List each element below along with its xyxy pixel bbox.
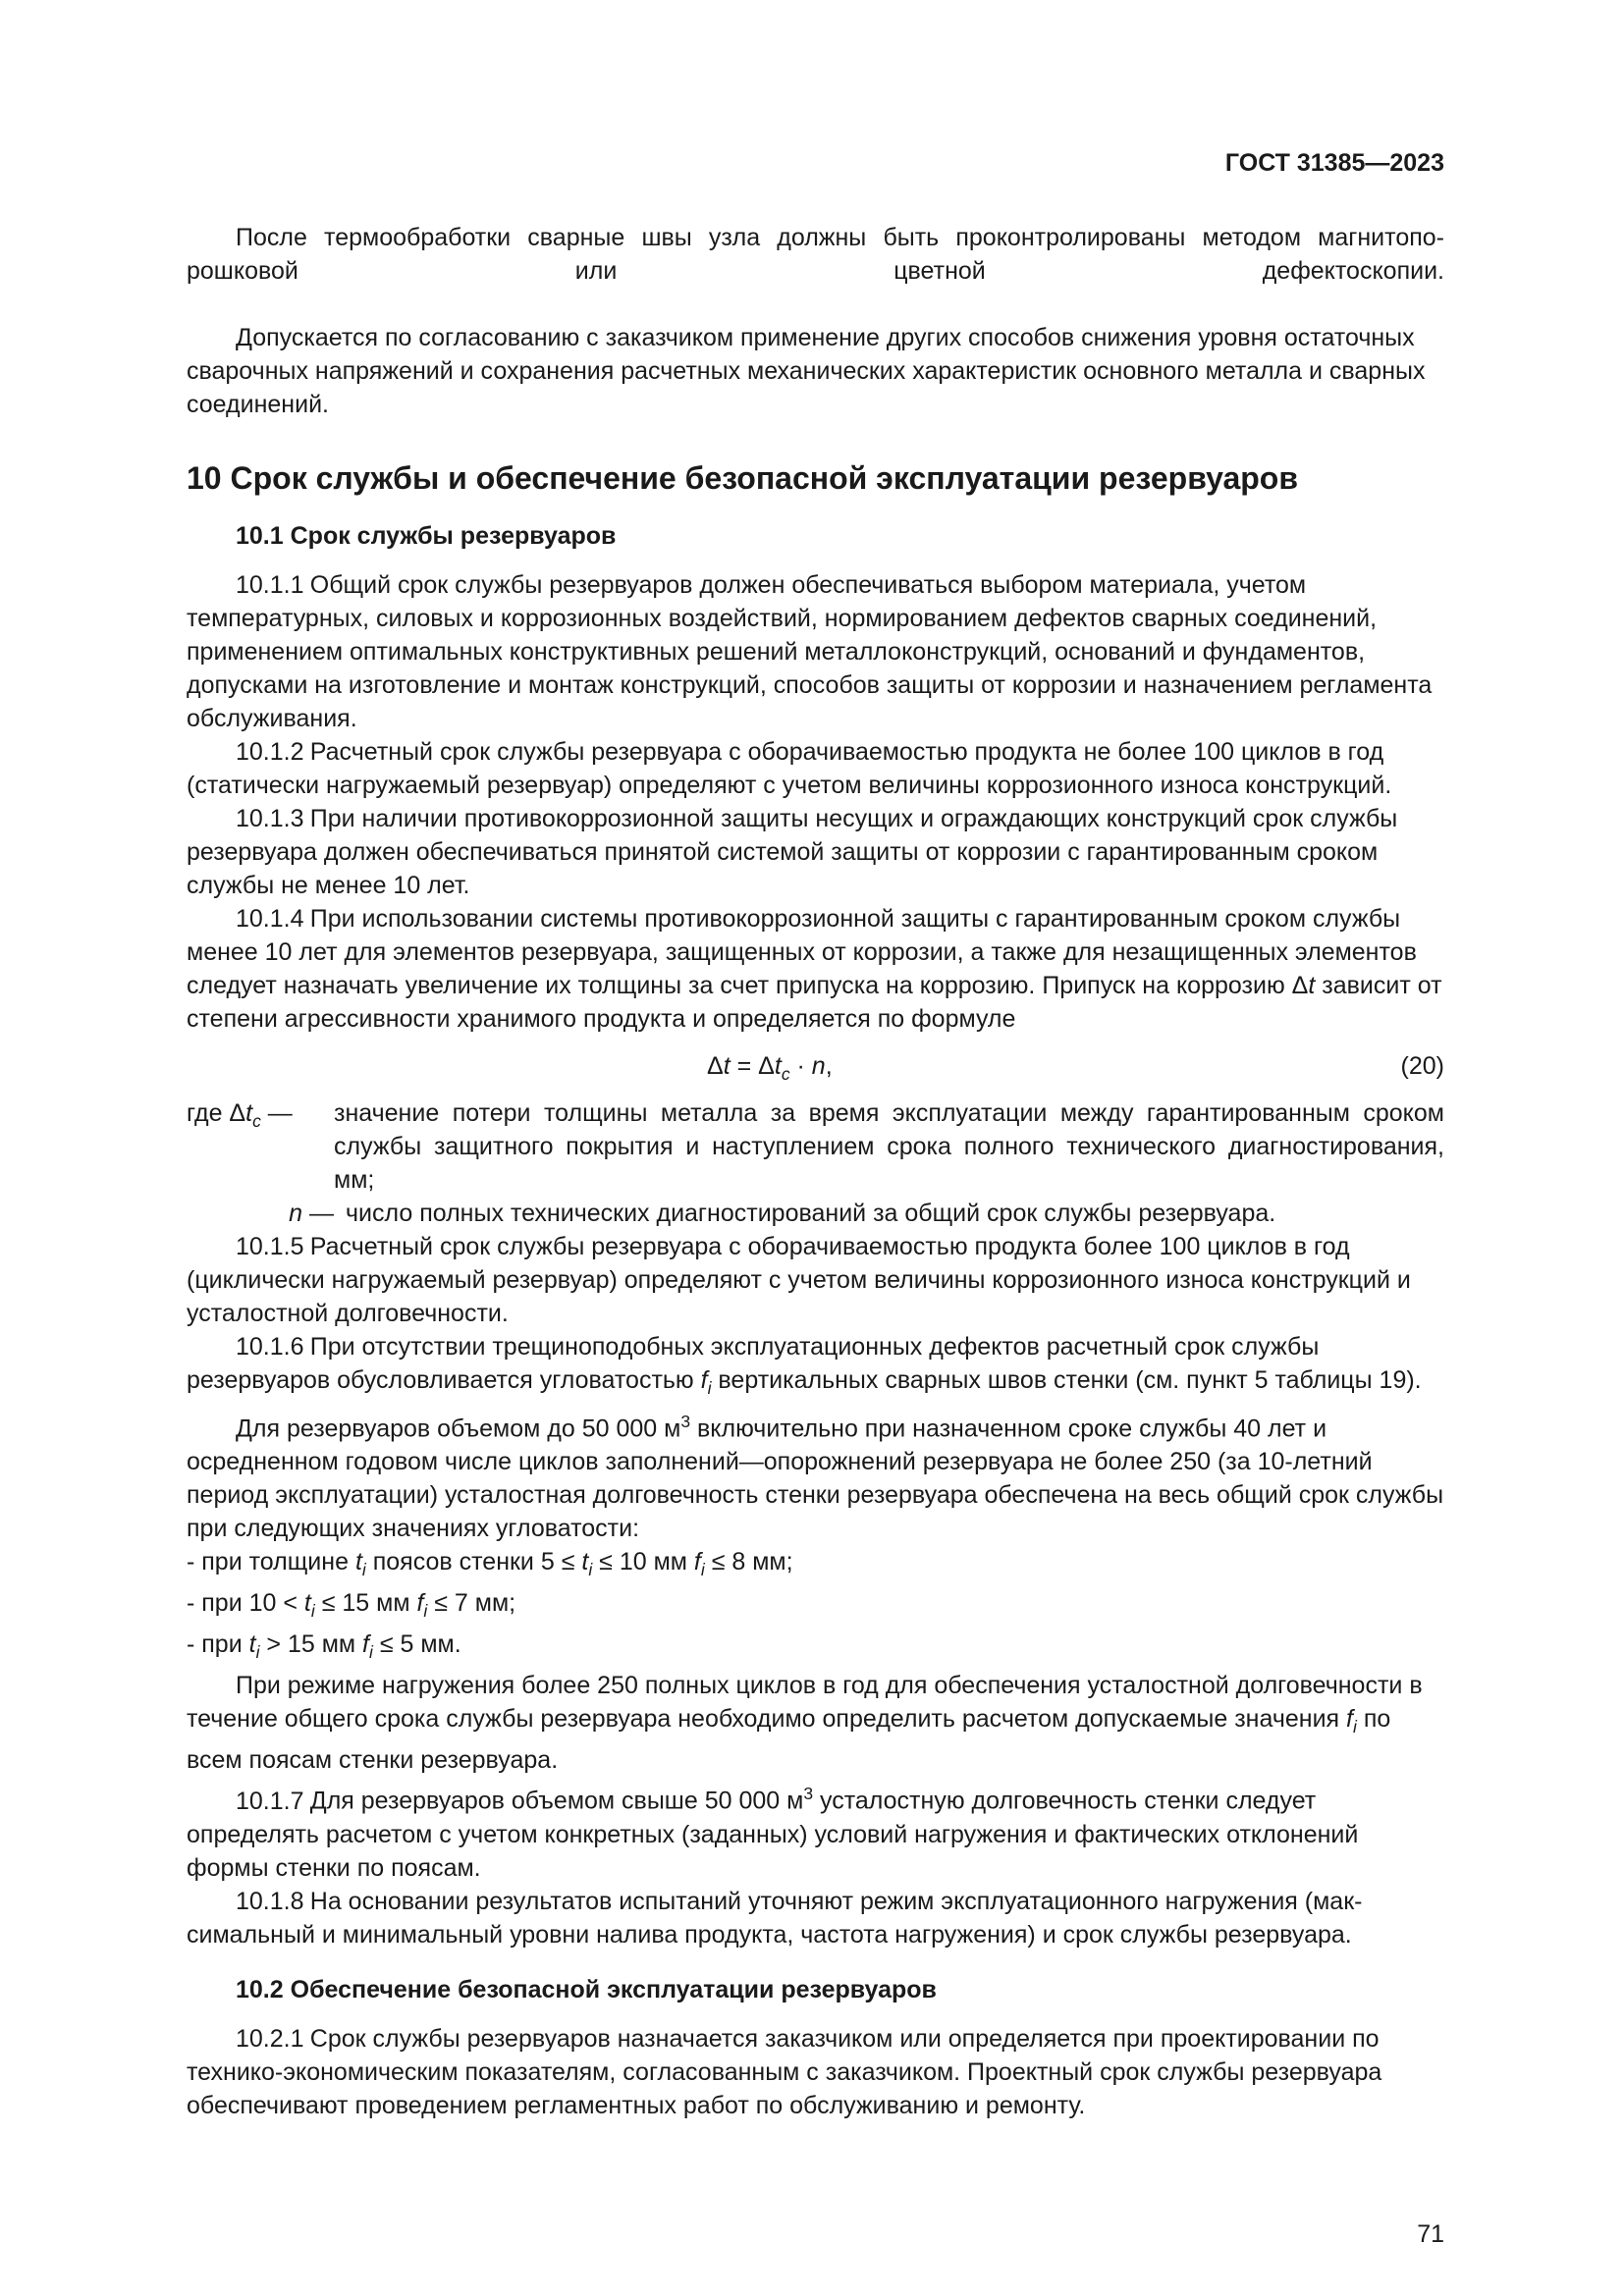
item-text: - при толщине [187, 1548, 355, 1576]
paragraph-text: При режиме нагружения более 250 полных циклов в год для обеспечения усталостной долговечности в течение общего срока службы резервуара необходимо определить расчетом допускаемые значения [187, 1672, 1423, 1734]
clause-10-1-4 [187, 902, 1444, 1036]
formula-number: (20) [1400, 1052, 1444, 1080]
item-text: ≤ 5 мм. [372, 1630, 461, 1659]
variable-f: f [700, 1366, 708, 1394]
clause-text: Общий срок службы резервуаров должен обеспечиваться выбором материала, учетом температурных, силовых и коррозионных воздействий, нормированием дефектов сварных соединений, применением оптимальных конструктивных решений металлоконструкций, оснований и фундаментов, допусками на изготовление и монтаж конструкций, способов защиты от коррозии и назначением регламента обслуживания. [187, 571, 1433, 732]
equals-delta: = Δ [730, 1052, 775, 1080]
document-code: ГОСТ 31385—2023 [1224, 149, 1444, 177]
clause-text: зависит от степени агрессивности хранимого продукта и определяется по формуле [187, 972, 1442, 1033]
clause-text: Расчетный срок службы резервуара с оборачиваемостью продукта не более 100 циклов в год (статически нагружаемый резервуар) определяют с учетом величины коррозионного износа конструкций. [187, 738, 1392, 799]
clause-text: При использовании системы противокоррозионной защиты с гарантированным сроком службы менее 10 лет для элементов резервуара, защищенных от коррозии, а также для незащищенных элементов следует назначать увеличение их толщины за счет припуска на коррозию. Припуск на коррозию Δ [187, 905, 1417, 999]
formula-20 [187, 1049, 1444, 1083]
superscript-3: 3 [803, 1784, 814, 1804]
subsection-number: 10.2 [236, 1975, 284, 2003]
clause-10-1-1 [187, 568, 1444, 735]
variable-t: t [245, 1099, 253, 1127]
subsection-number: 10.1 [236, 522, 284, 550]
item-text: ≤ 7 мм; [427, 1589, 516, 1618]
where-label [187, 1096, 334, 1138]
section-number: 10 [187, 460, 222, 496]
variable-t: t [581, 1548, 589, 1576]
comma: , [825, 1052, 833, 1080]
where-text: значение потери толщины металла за время эксплуатации между гарантированным сроком службы защитного покрытия и наступлением срока полного технического диагностирования, мм; [334, 1099, 1444, 1194]
list-item [187, 1628, 1444, 1669]
clause-number: 10.1.2 [236, 738, 304, 766]
variable-n: n [811, 1052, 826, 1080]
subscript-i: i [423, 1601, 428, 1622]
subscript-i: i [310, 1601, 315, 1622]
clause-number: 10.1.7 [236, 1787, 304, 1815]
clause-text: усталостную долговечность стенки следует определять расчетом с учетом конкретных (заданных) условий нагружения и фактических отклонений формы стенки по поясам. [187, 1787, 1359, 1882]
clause-10-1-3 [187, 802, 1444, 902]
volume-paragraph [187, 1405, 1444, 1545]
clause-number: 10.1.6 [236, 1333, 304, 1361]
clause-text: вертикальных сварных швов стенки (см. пункт 5 таблицы 19). [711, 1366, 1422, 1394]
subscript-c: c [252, 1111, 261, 1131]
variable-f: f [416, 1589, 424, 1618]
document-page [187, 0, 1444, 2296]
multiply-dot: · [789, 1052, 812, 1080]
subscript-i: i [369, 1642, 373, 1663]
paragraph-text: по всем поясам стенки резервуара. [187, 1705, 1391, 1775]
where-prefix: где Δ [187, 1099, 246, 1127]
intro-paragraph: Допускается по согласованию с заказчиком применение других способов снижения уровня остаточных сварочных напряжений и сохранения расчетных механических характеристик основного металла и сварных соединений. [187, 324, 1426, 418]
subscript-i: i [700, 1560, 705, 1580]
variable-t: t [1308, 972, 1316, 999]
variable-t: t [248, 1630, 256, 1659]
variable-t: t [354, 1548, 362, 1576]
item-text: > 15 мм [259, 1630, 363, 1659]
where-explanation-n [187, 1197, 1444, 1230]
subscript-i: i [255, 1642, 260, 1663]
item-text: ≤ 8 мм; [704, 1548, 793, 1576]
subsection-heading [187, 1973, 1444, 2006]
clause-number: 10.1.3 [236, 805, 304, 832]
list-item [187, 1586, 1444, 1628]
variable-f: f [362, 1630, 369, 1659]
subscript-i: i [588, 1560, 593, 1580]
item-text: ≤ 15 мм [314, 1589, 417, 1618]
clause-text: Расчетный срок службы резервуара с оборачиваемостью продукта более 100 циклов в год (циклически нагружаемый резервуар) определяют с учетом величины коррозионного износа конструкций и усталостной долговечности. [187, 1233, 1411, 1327]
delta-symbol: Δ [707, 1052, 724, 1080]
clause-text: На основании результатов испытаний уточняют режим эксплуатационного нагружения (максимальный и минимальный уровни налива продукта, частота нагружения) и срок службы резервуара. [187, 1887, 1363, 1949]
item-text: - при 10 < [187, 1589, 304, 1618]
dash: — [302, 1200, 334, 1227]
clause-10-1-8 [187, 1885, 1444, 1951]
subscript-i: i [707, 1378, 712, 1398]
subsection-heading [187, 519, 1444, 553]
variable-n: n [289, 1200, 303, 1227]
variable-f: f [693, 1548, 701, 1576]
item-text: - при [187, 1630, 249, 1659]
subsection-title: Срок службы резервуаров [290, 522, 617, 550]
variable-t: t [774, 1052, 782, 1080]
item-text: поясов стенки 5 ≤ [365, 1548, 582, 1576]
clause-text: Срок службы резервуаров назначается заказчиком или определяется при проектировании по технико-экономическим показателям, согласованным с заказчиком. Проектный срок службы резервуара обеспечивают проведением регламентных работ по обслуживанию и ремонту. [187, 2024, 1382, 2119]
bullet-list [187, 1545, 1444, 1669]
subscript-i: i [361, 1560, 366, 1580]
variable-t: t [303, 1589, 311, 1618]
list-item [187, 1545, 1444, 1586]
clause-number: 10.1.4 [236, 905, 304, 933]
clause-number: 10.1.8 [236, 1887, 304, 1915]
clause-10-1-5 [187, 1230, 1444, 1330]
section-title: Срок службы и обеспечение безопасной эксплуатации резервуаров [230, 460, 1298, 496]
dash: — [260, 1099, 293, 1127]
subscript-i: i [1352, 1717, 1357, 1737]
clause-10-1-2 [187, 735, 1444, 802]
clause-10-1-7 [187, 1777, 1444, 1884]
clause-10-2-1 [187, 2022, 1444, 2122]
subscript-c: c [781, 1064, 790, 1084]
mode-paragraph [187, 1669, 1444, 1777]
subsection-title: Обеспечение безопасной эксплуатации резервуаров [290, 1975, 937, 2003]
formula-expression [707, 1049, 833, 1091]
paragraph-text: Для резервуаров объемом до 50 000 м [236, 1415, 681, 1443]
item-text: ≤ 10 мм [592, 1548, 694, 1576]
clause-text: При отсутствии трещиноподобных эксплуатационных дефектов расчетный срок службы резервуаров обусловливается угловатостью [187, 1333, 1320, 1394]
document-body [187, 221, 1444, 2122]
where-explanation [187, 1096, 1444, 1197]
clause-number: 10.1.5 [236, 1233, 304, 1260]
clause-10-1-6 [187, 1330, 1444, 1405]
paragraph-text: включительно при назначенном сроке службы 40 лет и осредненном годовом числе циклов заполнений—опорожнений резервуара не более 250 (за 10-летний период эксплуатации) усталостная долговечность стенки резервуара обеспечена на весь общий срок службы при следующих значениях угловатости: [187, 1415, 1444, 1543]
where-label [187, 1197, 334, 1230]
clause-text: Для резервуаров объемом свыше 50 000 м [309, 1787, 804, 1815]
page-number: 71 [1417, 2220, 1444, 2248]
variable-t: t [723, 1052, 731, 1080]
clause-number: 10.2.1 [236, 2024, 304, 2053]
clause-number: 10.1.1 [236, 571, 304, 599]
superscript-3: 3 [680, 1412, 691, 1431]
clause-text: При наличии противокоррозионной защиты несущих и ограждающих конструкций срок службы резервуара должен обеспечиваться принятой системой защиты от коррозии с гарантированным сроком службы не менее 10 лет. [187, 805, 1398, 899]
where-text: число полных технических диагностирований за общий срок службы резервуара. [346, 1200, 1276, 1227]
section-heading [187, 458, 1444, 498]
variable-f: f [1346, 1705, 1353, 1734]
intro-paragraph: После термообработки сварные швы узла должны быть проконтролированы методом магнитопорошковой или цветной дефектоскопии. [187, 224, 1444, 285]
